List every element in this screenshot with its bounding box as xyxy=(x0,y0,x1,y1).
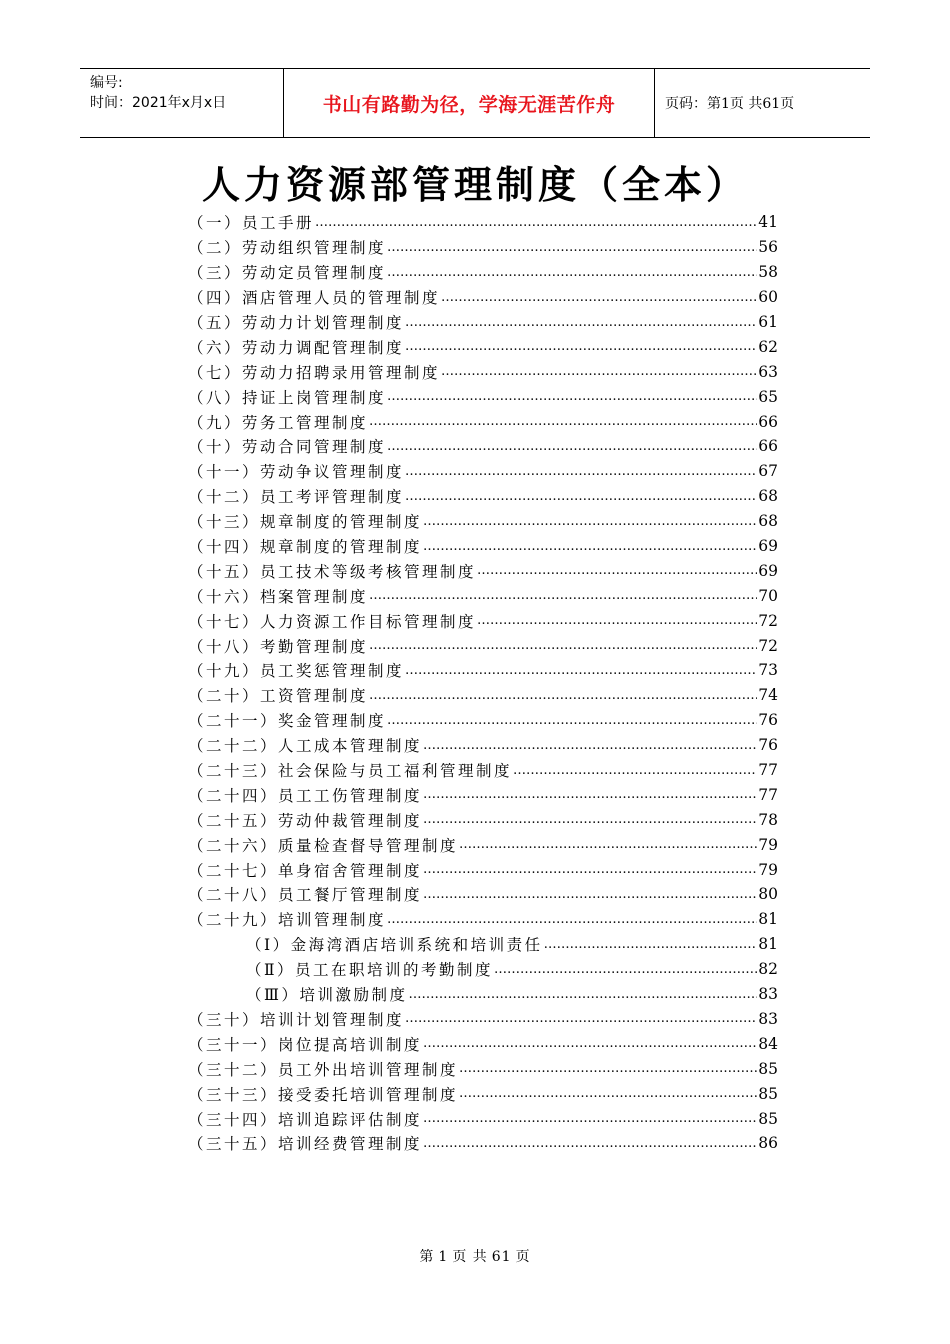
toc-entry-page: 85 xyxy=(758,1109,778,1128)
toc-leader-dots xyxy=(387,912,757,927)
toc-entry[interactable] xyxy=(188,260,778,285)
toc-entry[interactable] xyxy=(188,1131,778,1156)
toc-entry-page: 84 xyxy=(758,1034,778,1053)
table-of-contents xyxy=(188,210,778,1156)
toc-entry-label: （三十三）接受委托培训管理制度 xyxy=(188,1085,459,1104)
toc-entry[interactable] xyxy=(188,832,778,857)
toc-entry-label: （三十四）培训追踪评估制度 xyxy=(188,1110,423,1129)
toc-leader-dots xyxy=(423,1136,757,1151)
toc-entry-label: （十八）考勤管理制度 xyxy=(188,637,369,656)
toc-leader-dots xyxy=(387,439,757,454)
toc-entry-label: （十七）人力资源工作目标管理制度 xyxy=(188,612,477,631)
toc-entry-page: 69 xyxy=(758,561,778,580)
toc-entry[interactable] xyxy=(188,484,778,509)
footer-total-pages: 61 xyxy=(491,1249,512,1265)
toc-entry-page: 72 xyxy=(758,636,778,655)
toc-leader-dots xyxy=(405,489,757,504)
toc-leader-dots xyxy=(423,787,757,802)
toc-entry-page: 77 xyxy=(758,761,778,780)
toc-entry-label: （二十九）培训管理制度 xyxy=(188,911,387,930)
toc-entry-label: （二十八）员工餐厅管理制度 xyxy=(188,886,423,905)
toc-entry-page: 70 xyxy=(758,586,778,605)
toc-entry-page: 77 xyxy=(758,785,778,804)
toc-entry[interactable] xyxy=(188,733,778,758)
toc-entry[interactable] xyxy=(188,683,778,708)
toc-leader-dots xyxy=(423,539,757,554)
header-table xyxy=(80,68,870,138)
toc-leader-dots xyxy=(423,1111,757,1126)
toc-entry-page: 74 xyxy=(758,686,778,705)
code-label: 编号: xyxy=(90,75,123,91)
toc-entry[interactable] xyxy=(188,658,778,683)
toc-entry-page: 78 xyxy=(758,810,778,829)
toc-entry-label: （十四）规章制度的管理制度 xyxy=(188,538,423,557)
toc-entry-label: （十六）档案管理制度 xyxy=(188,587,369,606)
header-page-info: 页码：第1页 共61页 xyxy=(665,96,795,112)
toc-entry-label: （二十）工资管理制度 xyxy=(188,687,369,706)
toc-entry[interactable] xyxy=(188,558,778,583)
toc-leader-dots xyxy=(423,862,757,877)
toc-entry-label: （十五）员工技术等级考核管理制度 xyxy=(188,562,477,581)
toc-entry[interactable] xyxy=(188,210,778,235)
toc-entry[interactable] xyxy=(188,509,778,534)
toc-entry-label: （十一）劳动争议管理制度 xyxy=(188,463,405,482)
toc-entry-page: 72 xyxy=(758,611,778,630)
toc-entry[interactable] xyxy=(188,334,778,359)
toc-entry-page: 85 xyxy=(758,1059,778,1078)
toc-entry-label: （Ⅲ）培训激励制度 xyxy=(246,986,408,1005)
toc-leader-dots xyxy=(405,339,757,354)
toc-entry[interactable] xyxy=(188,907,778,932)
toc-leader-dots xyxy=(387,240,757,255)
toc-entry-page: 86 xyxy=(758,1134,778,1153)
toc-entry[interactable] xyxy=(188,1081,778,1106)
toc-leader-dots xyxy=(513,763,757,778)
toc-entry[interactable] xyxy=(188,409,778,434)
toc-entry-label: （九）劳务工管理制度 xyxy=(188,413,369,432)
toc-entry[interactable] xyxy=(188,384,778,409)
toc-leader-dots xyxy=(459,1086,757,1101)
page-footer xyxy=(0,1246,950,1266)
toc-leader-dots xyxy=(423,887,757,902)
toc-leader-dots xyxy=(405,464,757,479)
toc-entry-label: （三十一）岗位提高培训制度 xyxy=(188,1035,423,1054)
toc-entry-page: 79 xyxy=(758,835,778,854)
toc-entry[interactable] xyxy=(188,932,778,957)
footer-current-page: 1 xyxy=(438,1249,449,1265)
toc-entry-page: 82 xyxy=(758,960,778,979)
header-motto: 书山有路勤为径，学海无涯苦作舟 xyxy=(283,69,655,137)
toc-leader-dots xyxy=(405,315,757,330)
toc-entry-label: （十三）规章制度的管理制度 xyxy=(188,513,423,532)
toc-entry[interactable] xyxy=(188,1031,778,1056)
toc-entry-label: （二十六）质量检查督导管理制度 xyxy=(188,836,459,855)
toc-entry[interactable] xyxy=(188,459,778,484)
toc-entry-label: （六）劳动力调配管理制度 xyxy=(188,338,405,357)
toc-leader-dots xyxy=(477,563,757,578)
toc-leader-dots xyxy=(459,1061,757,1076)
toc-entry[interactable] xyxy=(188,235,778,260)
toc-entry-page: 58 xyxy=(758,263,778,282)
toc-entry-label: （三）劳动定员管理制度 xyxy=(188,264,387,283)
toc-entry-page: 60 xyxy=(758,288,778,307)
toc-leader-dots xyxy=(369,414,757,429)
toc-leader-dots xyxy=(423,812,757,827)
toc-entry[interactable] xyxy=(188,1106,778,1131)
toc-entry-page: 67 xyxy=(758,462,778,481)
toc-entry-label: （Ⅱ）员工在职培训的考勤制度 xyxy=(246,961,494,980)
toc-entry-page: 62 xyxy=(758,337,778,356)
toc-entry[interactable] xyxy=(188,857,778,882)
toc-leader-dots xyxy=(369,688,757,703)
toc-entry-page: 76 xyxy=(758,736,778,755)
date-label: 时间：2021年x月x日 xyxy=(90,95,227,111)
toc-entry-page: 73 xyxy=(758,661,778,680)
toc-entry-label: （五）劳动力计划管理制度 xyxy=(188,314,405,332)
toc-leader-dots xyxy=(441,290,757,305)
toc-leader-dots xyxy=(405,1011,757,1026)
toc-entry-label: （四）酒店管理人员的管理制度 xyxy=(188,289,441,308)
toc-leader-dots xyxy=(459,837,757,852)
toc-entry-page: 68 xyxy=(758,512,778,531)
toc-entry-label: （二十三）社会保险与员工福利管理制度 xyxy=(188,762,513,781)
toc-entry[interactable] xyxy=(188,583,778,608)
toc-entry-page: 66 xyxy=(758,412,778,431)
toc-entry[interactable] xyxy=(188,1056,778,1081)
toc-entry-page: 80 xyxy=(758,885,778,904)
toc-leader-dots xyxy=(423,738,757,753)
toc-entry[interactable] xyxy=(188,285,778,310)
toc-entry-page: 79 xyxy=(758,860,778,879)
footer-prefix: 第 xyxy=(419,1249,435,1265)
page-title: 人力资源部管理制度（全本） xyxy=(201,162,748,207)
toc-entry-page: 69 xyxy=(758,537,778,556)
toc-leader-dots xyxy=(408,987,757,1002)
toc-leader-dots xyxy=(544,937,758,952)
toc-entry-label: （十九）员工奖惩管理制度 xyxy=(188,662,405,681)
toc-leader-dots xyxy=(405,663,757,678)
toc-entry[interactable] xyxy=(188,633,778,658)
toc-entry[interactable] xyxy=(188,882,778,907)
toc-entry-page: 83 xyxy=(758,1009,778,1028)
toc-entry-label: （八）持证上岗管理制度 xyxy=(188,388,387,407)
footer-mid: 页 共 xyxy=(452,1249,488,1265)
toc-entry-page: 68 xyxy=(758,487,778,506)
toc-entry-label: （二十四）员工工伤管理制度 xyxy=(188,786,423,805)
toc-entry[interactable] xyxy=(188,534,778,559)
toc-entry[interactable] xyxy=(188,608,778,633)
toc-entry[interactable] xyxy=(188,782,778,807)
toc-entry-page: 63 xyxy=(758,362,778,381)
toc-entry-label: （三十）培训计划管理制度 xyxy=(188,1010,405,1029)
toc-entry-label: （十）劳动合同管理制度 xyxy=(188,438,387,457)
toc-entry[interactable] xyxy=(188,708,778,733)
toc-entry[interactable] xyxy=(188,359,778,384)
toc-entry-page: 65 xyxy=(758,387,778,406)
toc-entry-page: 83 xyxy=(758,985,778,1004)
toc-leader-dots xyxy=(423,1036,757,1051)
toc-entry[interactable] xyxy=(188,758,778,783)
toc-entry-label: （七）劳动力招聘录用管理制度 xyxy=(188,363,441,382)
toc-entry-label: （二十二）人工成本管理制度 xyxy=(188,737,423,756)
toc-entry-label: （二）劳动组织管理制度 xyxy=(188,239,387,258)
toc-leader-dots xyxy=(369,588,757,603)
toc-entry-label: （Ⅰ）金海湾酒店培训系统和培训责任 xyxy=(246,936,543,955)
toc-leader-dots xyxy=(477,613,757,628)
toc-entry-page: 66 xyxy=(758,437,778,456)
header-meta xyxy=(80,69,283,137)
toc-leader-dots xyxy=(369,638,757,653)
toc-entry-label: （三十二）员工外出培训管理制度 xyxy=(188,1060,459,1079)
toc-entry[interactable] xyxy=(188,982,778,1007)
toc-entry-label: （二十七）单身宿舍管理制度 xyxy=(188,861,423,880)
footer-suffix: 页 xyxy=(515,1249,531,1265)
toc-leader-dots xyxy=(387,713,757,728)
toc-entry-page: 81 xyxy=(758,910,778,929)
toc-entry-page: 61 xyxy=(758,313,778,331)
toc-entry[interactable] xyxy=(188,1007,778,1032)
toc-entry[interactable] xyxy=(188,957,778,982)
toc-leader-dots xyxy=(494,962,757,977)
toc-leader-dots xyxy=(315,215,757,230)
toc-leader-dots xyxy=(423,514,757,529)
toc-entry-label: （三十五）培训经费管理制度 xyxy=(188,1135,423,1154)
toc-entry-label: （二十五）劳动仲裁管理制度 xyxy=(188,811,423,830)
toc-entry-label: （十二）员工考评管理制度 xyxy=(188,488,405,507)
toc-entry-label: （一）员工手册 xyxy=(188,214,315,233)
toc-entry-page: 76 xyxy=(758,711,778,730)
toc-entry-page: 56 xyxy=(758,238,778,257)
toc-entry-page: 81 xyxy=(758,935,778,954)
toc-leader-dots xyxy=(387,389,757,404)
toc-leader-dots xyxy=(441,364,757,379)
toc-entry-page: 85 xyxy=(758,1084,778,1103)
toc-entry-page: 41 xyxy=(758,213,778,232)
toc-leader-dots xyxy=(387,265,757,280)
toc-entry[interactable] xyxy=(188,310,778,335)
toc-entry[interactable] xyxy=(188,807,778,832)
toc-entry[interactable] xyxy=(188,434,778,459)
toc-entry-label: （二十一）奖金管理制度 xyxy=(188,712,387,731)
